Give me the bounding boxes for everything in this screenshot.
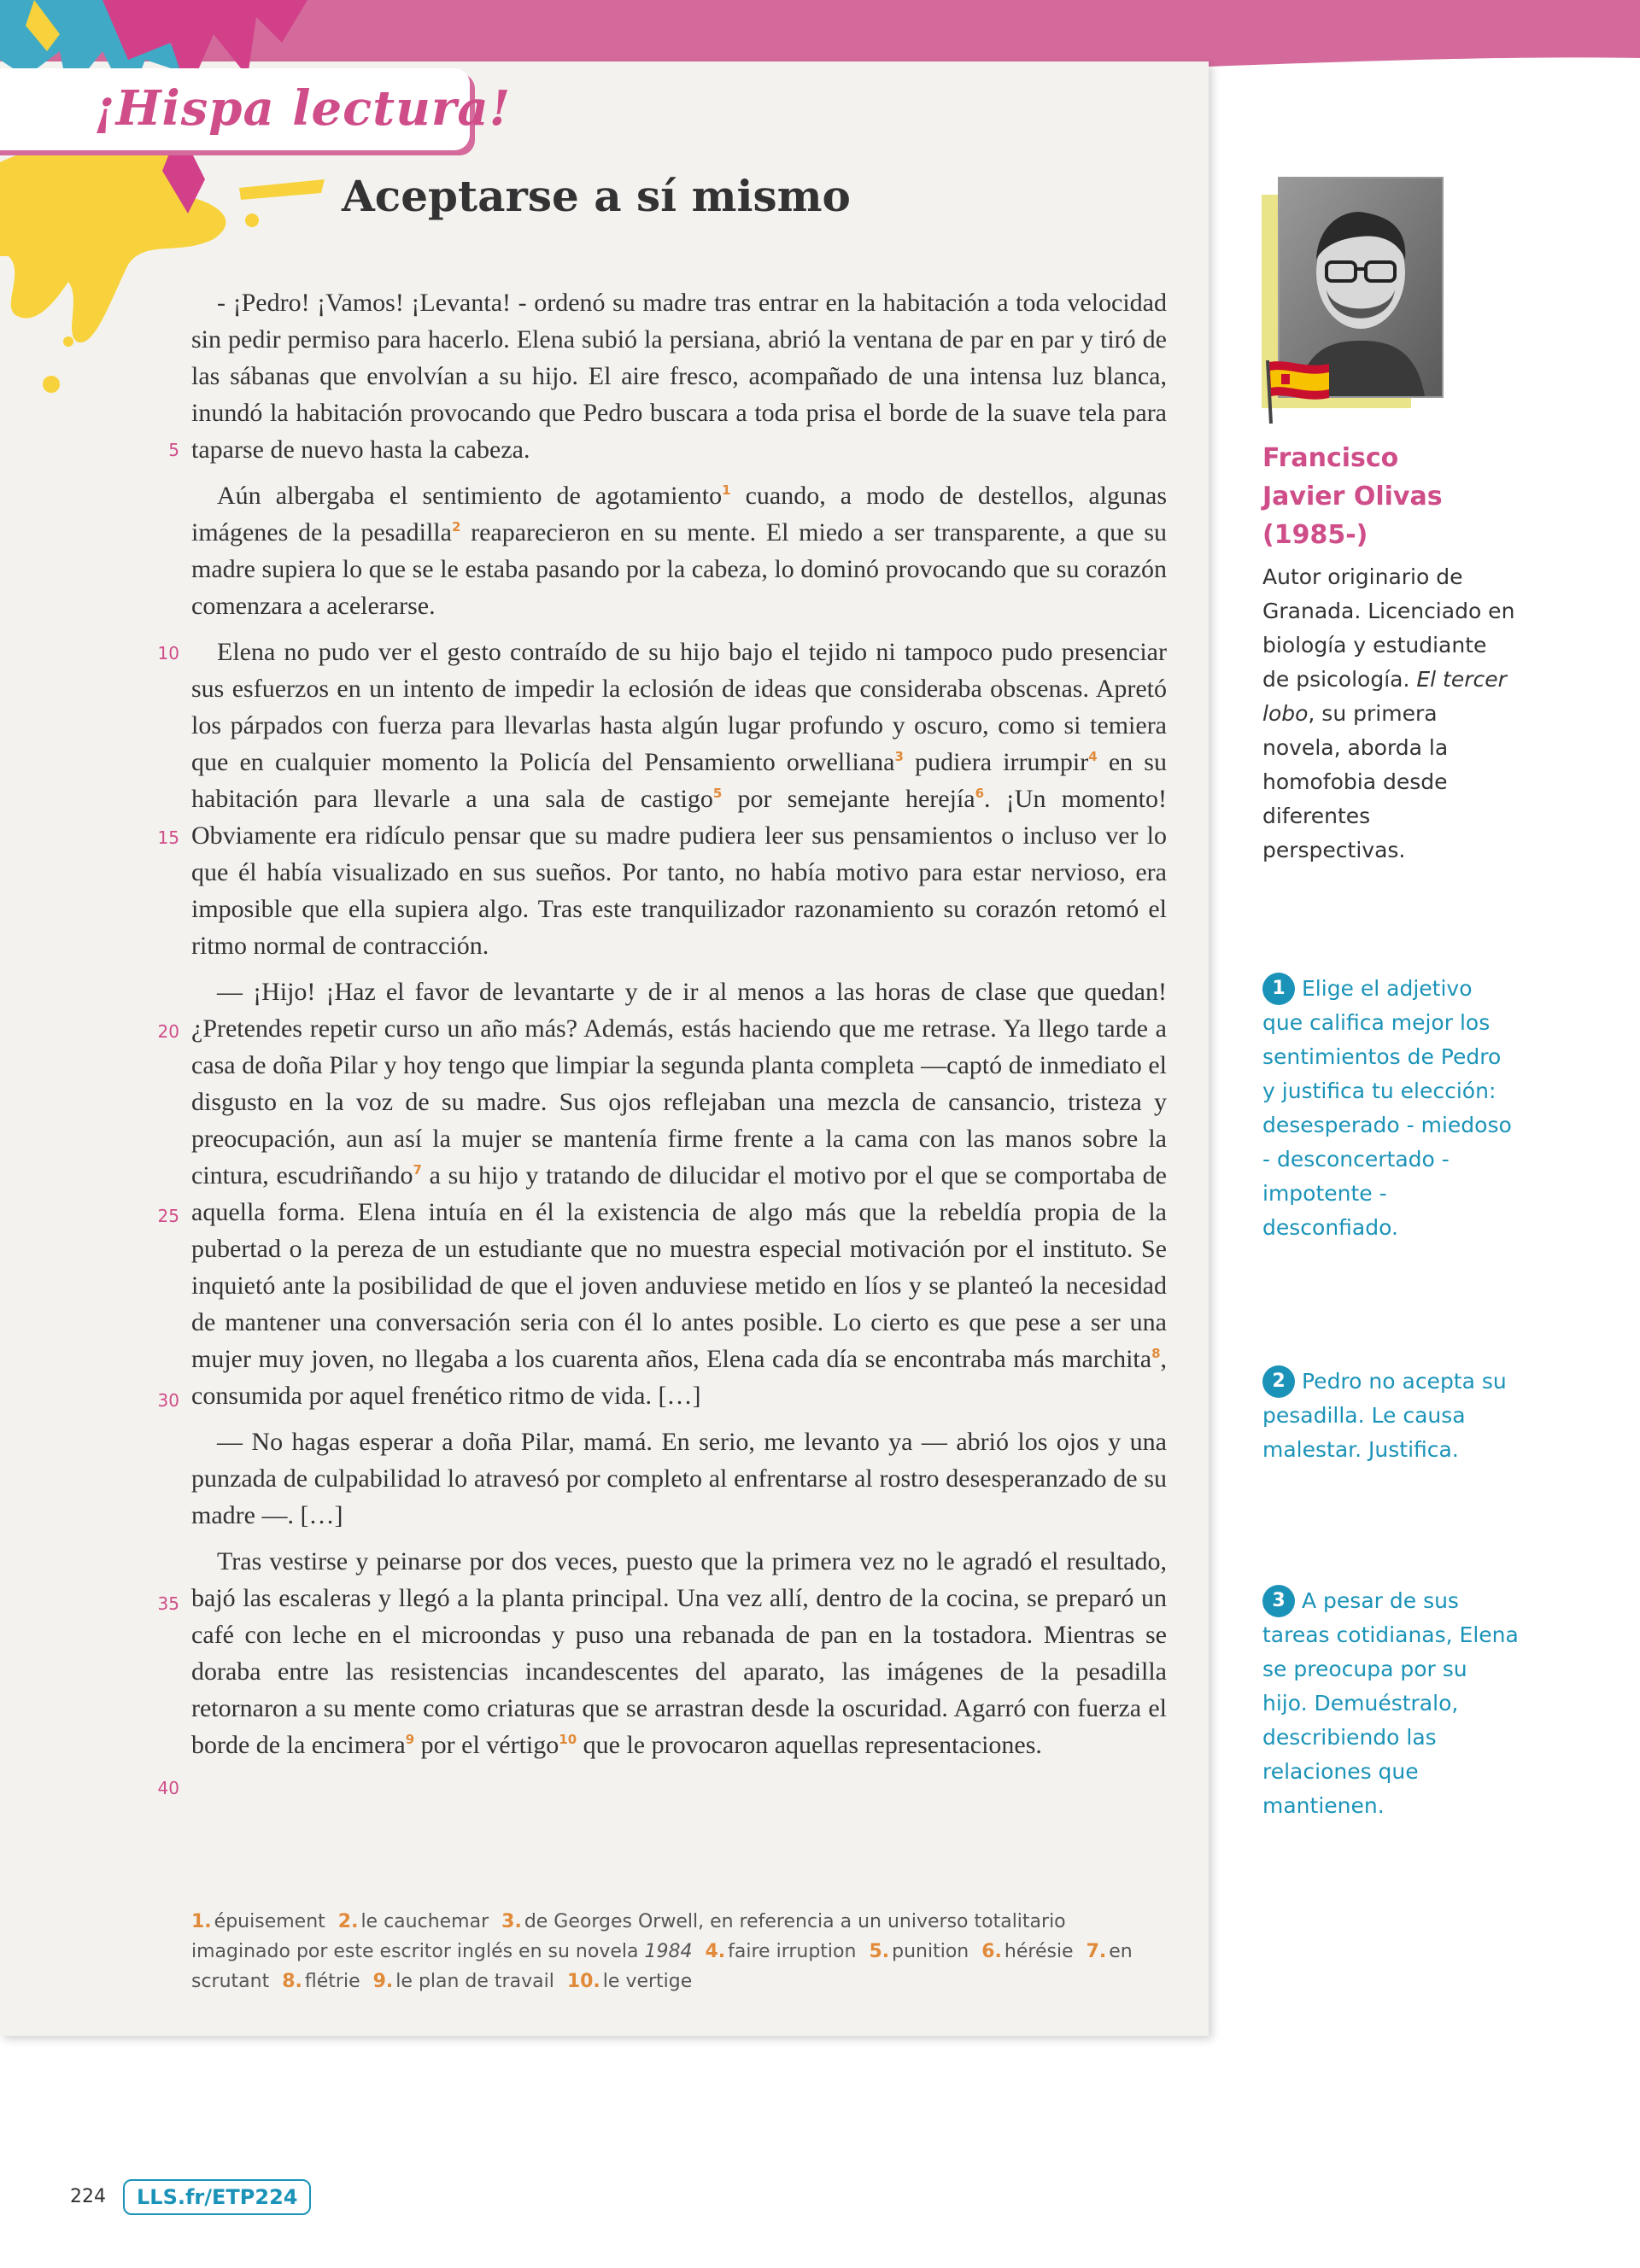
story-text-segment: Aún albergaba el sentimiento de agotamiento	[217, 482, 723, 510]
footnote-text: le vertige	[602, 1971, 693, 1992]
footnote-text: le cauchemar	[360, 1911, 489, 1932]
footnote	[567, 1971, 692, 1992]
footnote	[282, 1971, 360, 1992]
story-text-segment: — ¡Hijo! ¡Haz el favor de levantarte y de ir al menos a las horas de clase que quedan! ¿Pretendes repetir curso un año más? Además, estás haciendo que me retrase. Ya llego tarde a casa de doña Pilar y hoy tengo que limpiar la segunda planta completa —captó de inmediato el disgusto en la voz de su madre. Sus ojos reflejaban una mezcla de cansancio, tristeza y preocupación, aun así la mujer se mantenía firme frente a la cama con las manos sobre la cintura, escudriñando	[191, 978, 1167, 1190]
footnote-text: punition	[892, 1941, 969, 1962]
question-number-badge: 1	[1262, 973, 1295, 1005]
story-text-segment: en su habitación para llevarle a una sala de castigo	[191, 748, 1167, 813]
footnote-number: 5.	[869, 1941, 890, 1962]
footnote-text: faire irruption	[728, 1941, 857, 1962]
story-text-segment: . ¡Un momento! Obviamente era ridículo pensar que su madre pudiera leer sus pensamientos o incluso ver lo que él había visualizado en sus sueños. Por tanto, no había motivo para estar nervioso, era imposible que ella supiera algo. Tras este tranquilizador razonamiento su corazón retomó el ritmo normal de contracción.	[191, 785, 1168, 960]
footnote-number: 4.	[705, 1941, 726, 1962]
footnote-number: 2.	[337, 1911, 359, 1932]
footnote-text: en scrutant	[191, 1941, 1133, 1992]
footnote-number: 6.	[981, 1941, 1002, 1962]
author-bio	[1262, 560, 1519, 868]
footnote-number: 7.	[1086, 1941, 1107, 1962]
story-text-segment: a su hijo y tratando de dilucidar el motivo por el que se comportaba de aquella forma. Elena intuía en él la existencia de algo más que la rebeldía propia de la pubertad o la pereza de un estudiante que no muestra especial motivación por el instituto. Se inquietó ante la posibilidad de que el joven anduviese metido en líos y se planteó la necesidad de mantener una conversación seria con él lo antes posible. Lo cierto es que pese a ser una mujer muy joven, no llegaba a los cuarenta años, Elena cada día se encontraba más marchita	[191, 1161, 1167, 1373]
section-banner-label: ¡Hispa lectura!	[94, 80, 512, 137]
line-numbers	[128, 0, 179, 2268]
story-text-segment: Tras vestirse y peinarse por dos veces, puesto que la primera vez no le agradó el resultado, bajó las escaleras y llegó a la planta principal. Una vez allí, dentro de la cocina, se preparó un café con leche en el microondas y puso una rebanada de pan en la tostadora. Mientras se doraba entre las resistencias incandescentes del aparato, las imágenes de la pesadilla retornaron a su mente como criaturas que se arrastran desde la oscuridad. Agarró con fuerza el borde de la encimera	[191, 1547, 1167, 1759]
line-number: 25	[157, 1206, 179, 1226]
story-title: Aceptarse a sí mismo	[342, 171, 851, 221]
question-text: A pesar de sus tareas cotidianas, Elena se preocupa por su hijo. Demuéstralo, describiendo las relaciones que mantienen.	[1262, 1588, 1519, 1818]
story-paragraph	[191, 1543, 1167, 1763]
footnote	[869, 1941, 969, 1962]
story-paragraph	[191, 973, 1167, 1414]
story-text-segment: - ¡Pedro! ¡Vamos! ¡Levanta! - ordenó su madre tras entrar en la habitación a toda velocidad sin pedir permiso para hacerlo. Elena subió la persiana, abrió la ventana de par en par y tiró de las sábanas que envolvían a su hijo. El aire fresco, acompañado de una intensa luz blanca, inundó la habitación provocando que Pedro buscara a toda prisa el borde de la suave tela para taparse de nuevo hasta la cabeza.	[191, 289, 1167, 464]
line-number: 30	[157, 1390, 179, 1411]
story-text-segment: — No hagas esperar a doña Pilar, mamá. En serio, me levanto ya — abrió los ojos y una punzada de culpabilidad lo atravesó por completo al enfrentarse al rostro desesperanzado de su madre —. […]	[191, 1428, 1167, 1529]
footnote-marker: 4	[1088, 749, 1098, 764]
author-name	[1262, 439, 1519, 554]
footnote-text: hérésie	[1004, 1941, 1074, 1962]
footnote	[338, 1911, 489, 1932]
author-last-name: Javier Olivas	[1262, 482, 1443, 511]
footnote-number: 8.	[282, 1971, 302, 1992]
spain-flag-icon	[1262, 357, 1331, 425]
question-number-badge: 3	[1262, 1585, 1295, 1617]
footnote-number: 10.	[566, 1971, 600, 1992]
author-book-title: El tercer lobo	[1262, 667, 1507, 726]
footnote-number: 3.	[501, 1911, 522, 1932]
footnote-marker: 5	[712, 786, 723, 801]
line-number: 20	[157, 1021, 179, 1042]
footnote	[981, 1941, 1073, 1962]
footnote	[373, 1971, 554, 1992]
footnote-marker: 8	[1151, 1346, 1161, 1361]
line-number: 40	[157, 1778, 179, 1798]
question-3	[1262, 1584, 1519, 1823]
question-2	[1262, 1365, 1519, 1467]
footnote-marker: 6	[975, 786, 985, 801]
question-text: Elige el adjetivo que califica mejor los sentimientos de Pedro y justifica tu elección: desesperado - miedoso - desconcertado - impotente - desconfiado.	[1262, 976, 1512, 1240]
question-text: Pedro no acepta su pesadilla. Le causa malestar. Justifica.	[1262, 1369, 1507, 1462]
footnotes	[191, 1907, 1167, 1996]
footnote-marker: 2	[451, 519, 461, 535]
story-text-segment: , consumida por aquel frenético ritmo de vida. […]	[191, 1345, 1167, 1410]
footnote-marker: 7	[413, 1162, 422, 1178]
story-text-segment: por el vértigo	[414, 1731, 559, 1759]
footnote	[191, 1911, 325, 1932]
footnote-marker: 9	[405, 1732, 415, 1747]
footnote-number: 1.	[191, 1911, 212, 1932]
story-text-segment: cuando, a modo de destellos, algunas imágenes de la pesadilla	[191, 482, 1167, 547]
footnote-marker: 1	[722, 482, 731, 498]
footnote-marker: 10	[559, 1732, 577, 1747]
story-text-segment: Elena no pudo ver el gesto contraído de su hijo bajo el tejido ni tampoco pudo presenciar sus esfuerzos en un intento de impedir la eclosión de ideas que consideraba obscenas. Apretó los párpados con fuerza para llevarlas hasta algún lugar profundo y oscuro, como si temiera que en cualquier momento la Policía del Pensamiento orwelliana	[191, 638, 1167, 776]
story-text-segment: que le provocaron aquellas representaciones.	[577, 1731, 1042, 1759]
line-number: 10	[157, 643, 179, 663]
resource-link[interactable]: LLS.fr/ETP224	[123, 2179, 311, 2215]
story-paragraph	[191, 634, 1167, 964]
story-text	[191, 284, 1167, 1773]
author-bio-intro: Autor originario de Granada. Licenciado en biología y estudiante de psicología.	[1262, 564, 1515, 692]
line-number: 5	[168, 440, 179, 460]
author-years: (1985-)	[1262, 520, 1368, 550]
line-number: 35	[157, 1593, 179, 1614]
footnote-text: le plan de travail	[395, 1971, 554, 1992]
story-text-segment: por semejante herejía	[722, 785, 975, 813]
footnote-italic-title: 1984	[644, 1941, 693, 1962]
story-paragraph	[191, 1423, 1167, 1534]
question-1	[1262, 972, 1519, 1245]
story-paragraph	[191, 477, 1167, 624]
story-paragraph	[191, 284, 1167, 468]
footnote-text: épuisement	[214, 1911, 325, 1932]
author-bio-rest: , su primera novela, aborda la homofobia desde diferentes perspectivas.	[1262, 701, 1449, 862]
footnote-text: de Georges Orwell, en referencia a un universo totalitario imaginado por este escritor inglés en su novela	[191, 1911, 1066, 1962]
footnote	[705, 1941, 856, 1962]
question-number-badge: 2	[1262, 1365, 1295, 1398]
line-number: 15	[157, 827, 179, 848]
footnote-text: flétrie	[304, 1971, 360, 1992]
author-first-name: Francisco	[1262, 443, 1399, 473]
footnote-marker: 3	[894, 749, 904, 764]
footnote-number: 9.	[372, 1971, 394, 1992]
story-text-segment: reaparecieron en su mente. El miedo a ser transparente, a que su madre supiera lo que se le estaba pasando por la cabeza, lo dominó provocando que su corazón comenzara a acelerarse.	[191, 518, 1167, 620]
page-number: 224	[70, 2186, 106, 2207]
story-text-segment: pudiera irrumpir	[903, 748, 1089, 776]
